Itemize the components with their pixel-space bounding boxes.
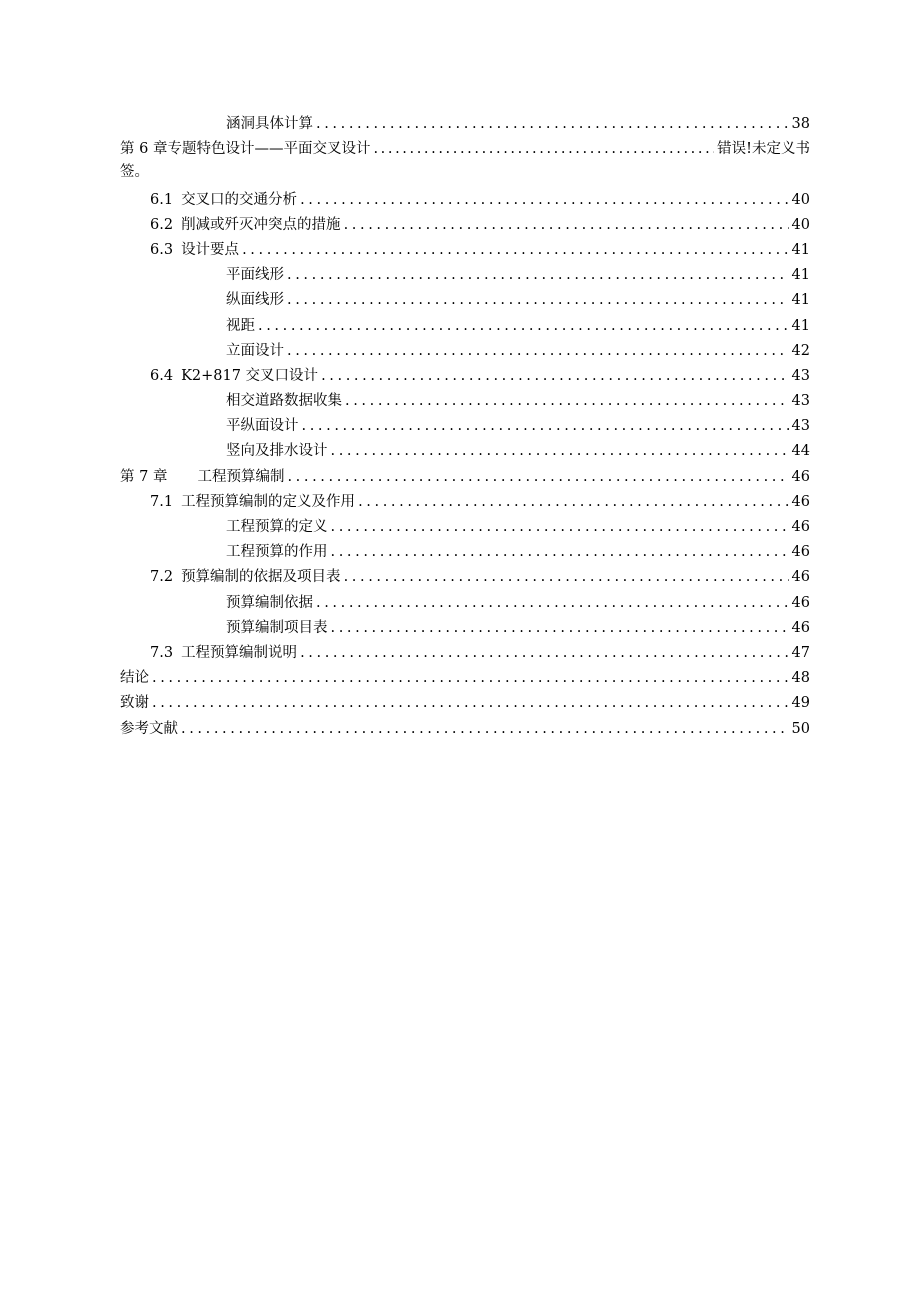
- toc-entry-label: 预算编制依据: [226, 594, 313, 611]
- toc-entry-page: 38: [791, 116, 810, 132]
- toc-entry-7-1-a[interactable]: [120, 515, 810, 540]
- toc-entry-7-3[interactable]: [120, 641, 810, 666]
- toc-entry-label: 参考文献: [120, 720, 178, 737]
- toc-entry-hanjian[interactable]: [120, 112, 810, 137]
- toc-leader-dots: [287, 465, 788, 490]
- toc-entry-page: 41: [791, 317, 810, 334]
- toc-entry-page: 46: [791, 619, 810, 636]
- toc-leader-dots: [300, 641, 788, 666]
- toc-entry-7-2-a[interactable]: [120, 591, 810, 616]
- toc-entry-page: 48: [791, 670, 810, 687]
- toc-leader-dots: [242, 238, 788, 263]
- toc-entry-page: 43: [791, 418, 810, 435]
- toc-entry-6-2[interactable]: [120, 213, 810, 238]
- toc-entry-number: 7.1: [150, 493, 174, 510]
- toc-entry-label: 预算编制项目表: [226, 619, 328, 636]
- toc-entry-page: 47: [791, 644, 810, 661]
- toc-entry-conclusion[interactable]: [120, 666, 810, 691]
- toc-entry-6-4-c[interactable]: [120, 439, 810, 464]
- toc-leader-dots: [331, 515, 789, 540]
- toc-entry-label: 纵面线形: [226, 292, 284, 309]
- toc-entry-page: 46: [791, 468, 810, 485]
- toc-entry-label: 平面线形: [226, 267, 284, 284]
- toc-entry-6-3-a[interactable]: [120, 263, 810, 288]
- toc-entry-number: 6.1: [150, 191, 174, 208]
- toc-entry-chapter-6[interactable]: [120, 137, 810, 162]
- toc-entry-page: 46: [791, 493, 810, 510]
- toc-entry-number: 6.3: [150, 241, 174, 258]
- toc-leader-dots: [321, 364, 788, 389]
- toc-entry-label: 设计要点: [181, 241, 240, 258]
- toc-entry-6-4[interactable]: [120, 364, 810, 389]
- toc-entry-label: 涵洞具体计算: [226, 116, 313, 132]
- toc-leader-dots: [331, 616, 789, 641]
- toc-leader-dots: [344, 213, 789, 238]
- toc-entry-label: 视距: [226, 317, 255, 334]
- toc-entry-label: 立面设计: [226, 342, 284, 359]
- toc-leader-dots: [300, 188, 788, 213]
- toc-entry-page: 46: [791, 594, 810, 611]
- toc-entry-number: 7.3: [150, 644, 174, 661]
- toc-entry-chapter-7[interactable]: [120, 465, 810, 490]
- toc-entry-label: 工程预算编制说明: [181, 644, 298, 661]
- toc-entry-page: 46: [791, 544, 810, 561]
- toc-leader-dots: [287, 339, 789, 364]
- toc-entry-page: 50: [791, 720, 810, 737]
- toc-leader-dots: [345, 389, 789, 414]
- toc-entry-number: 6.4: [150, 367, 174, 384]
- toc-entry-label: 交叉口的交通分析: [181, 191, 298, 208]
- toc-entry-label: 竖向及排水设计: [226, 443, 328, 460]
- toc-entry-label: 工程预算编制: [197, 468, 285, 485]
- toc-entry-number: 第 7 章: [120, 468, 168, 485]
- toc-entry-page: 46: [791, 519, 810, 535]
- toc-entry-page: 40: [791, 216, 810, 233]
- toc-entry-references[interactable]: [120, 717, 810, 742]
- toc-leader-dots: [152, 666, 789, 691]
- toc-leader-dots: [181, 717, 789, 742]
- toc-entry-7-1[interactable]: [120, 490, 810, 515]
- toc-entry-page: 43: [791, 393, 810, 410]
- toc-entry-chapter-6-continuation: 签。: [120, 164, 149, 181]
- toc-entry-6-3-c[interactable]: [120, 314, 810, 339]
- toc-entry-6-3[interactable]: [120, 238, 810, 263]
- toc-entry-thanks[interactable]: [120, 691, 810, 716]
- toc-leader-dots: [152, 691, 789, 716]
- toc-entry-6-4-b[interactable]: [120, 414, 810, 439]
- toc-entry-label: 工程预算的作用: [226, 544, 328, 561]
- toc-leader-dots: [344, 565, 789, 590]
- toc-leader-dots: [287, 288, 789, 313]
- toc-leader-dots: [287, 263, 789, 288]
- toc-entry-page: 42: [791, 342, 810, 359]
- toc-leader-dots: [373, 137, 714, 162]
- toc-leader-dots: [316, 591, 789, 616]
- toc-entry-label: 工程预算的定义: [226, 519, 328, 535]
- toc-entry-label: 削减或歼灭冲突点的措施: [181, 216, 341, 233]
- toc-leader-dots: [331, 540, 789, 565]
- toc-entry-label: 致谢: [120, 695, 149, 712]
- toc-entry-page: 41: [791, 267, 810, 284]
- toc-entry-7-2-b[interactable]: [120, 616, 810, 641]
- toc-leader-dots: [331, 439, 789, 464]
- toc-entry-6-3-d[interactable]: [120, 339, 810, 364]
- toc-entry-6-4-a[interactable]: [120, 389, 810, 414]
- toc-entry-label: 工程预算编制的定义及作用: [181, 493, 356, 510]
- toc-entry-label: 预算编制的依据及项目表: [181, 569, 341, 586]
- toc-leader-dots: [316, 112, 789, 137]
- table-of-contents: [120, 112, 810, 742]
- toc-entry-page: 43: [791, 367, 810, 384]
- toc-entry-7-1-b[interactable]: [120, 540, 810, 565]
- toc-leader-dots: [302, 414, 789, 439]
- toc-entry-page: 44: [791, 443, 810, 460]
- toc-entry-6-1[interactable]: [120, 188, 810, 213]
- toc-leader-dots: [258, 314, 789, 339]
- toc-entry-page: 41: [791, 241, 810, 258]
- toc-entry-label: 平纵面设计: [226, 418, 299, 435]
- toc-entry-page: 41: [791, 292, 810, 309]
- toc-entry-label: 结论: [120, 670, 149, 687]
- toc-leader-dots: [358, 490, 788, 515]
- toc-entry-page-error: 错误!未定义书: [717, 141, 810, 158]
- toc-entry-label: 第 6 章专题特色设计——平面交叉设计: [120, 141, 371, 158]
- toc-entry-page: 49: [791, 695, 810, 712]
- toc-entry-label: 相交道路数据收集: [226, 393, 342, 410]
- toc-entry-7-2[interactable]: [120, 565, 810, 590]
- toc-entry-label: K2+817 交叉口设计: [181, 367, 319, 384]
- toc-entry-page: 40: [791, 191, 810, 208]
- toc-entry-page: 46: [791, 569, 810, 586]
- toc-entry-6-3-b[interactable]: [120, 288, 810, 313]
- toc-entry-number: 6.2: [150, 216, 174, 233]
- toc-entry-number: 7.2: [150, 569, 174, 586]
